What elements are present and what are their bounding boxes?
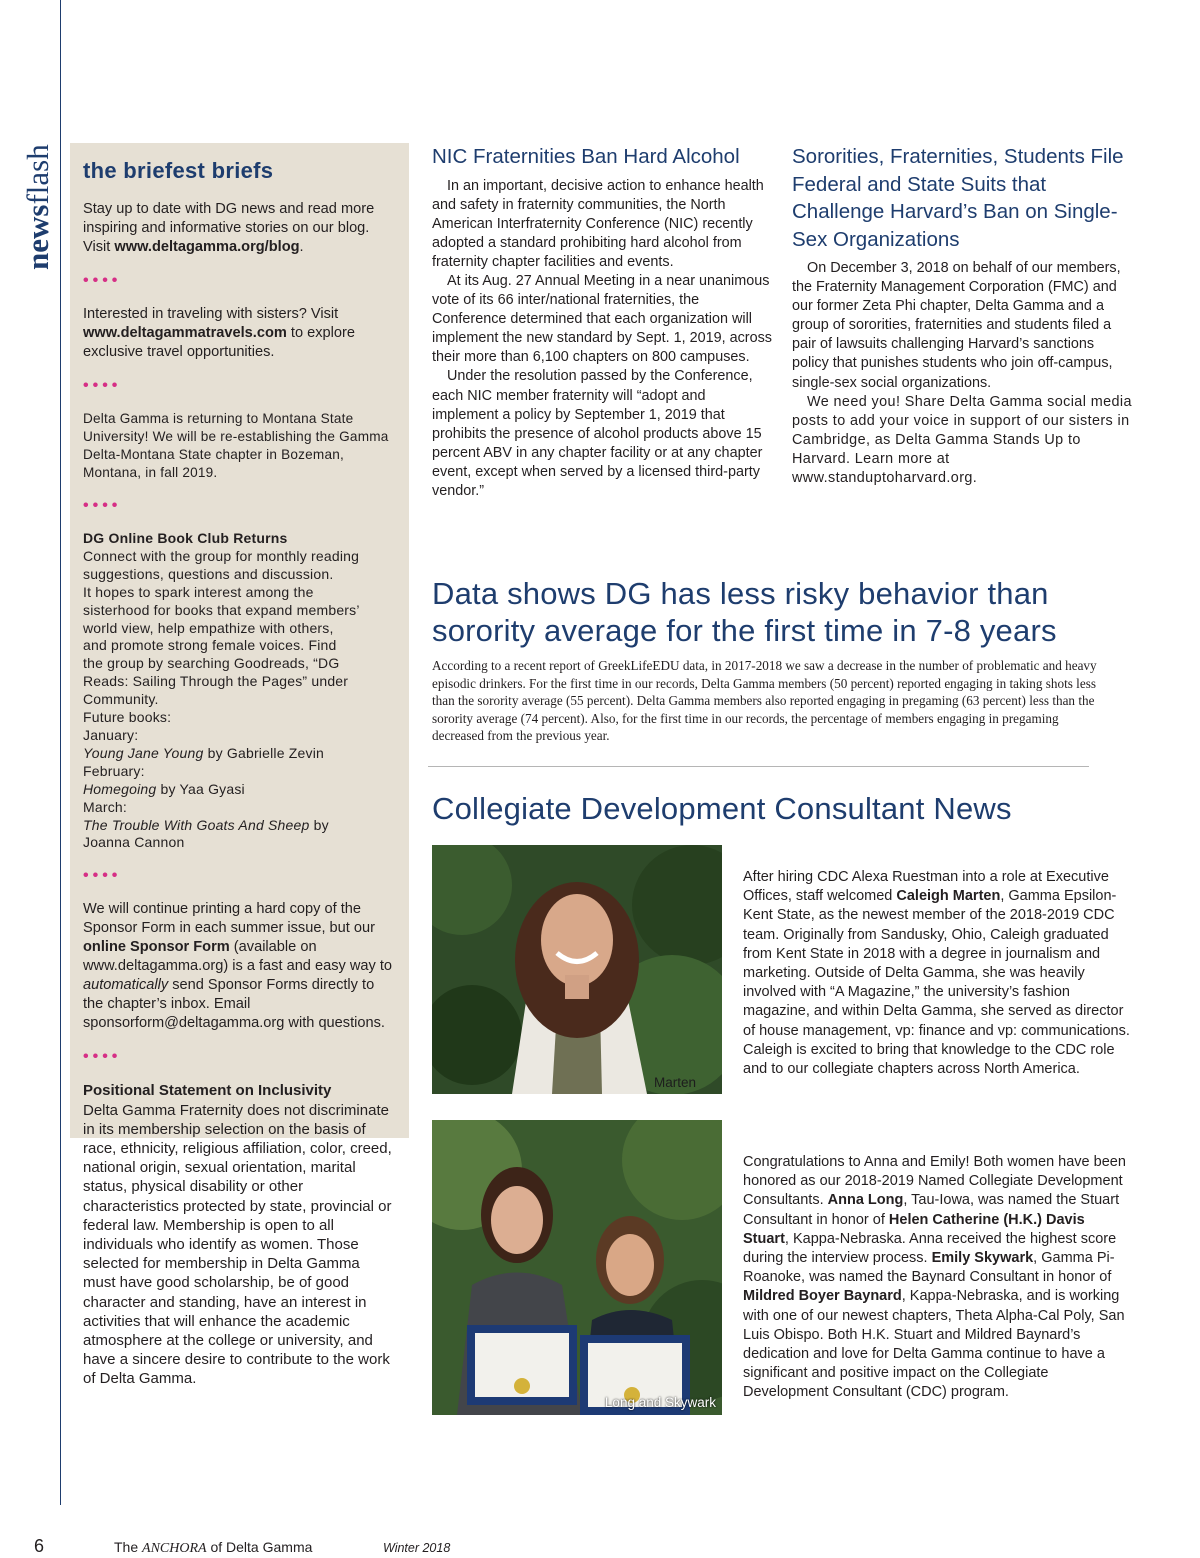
blog-brief: Stay up to date with DG news and read more inspiring and informative stories on our blog. Visit www.deltagamma.org/blog. — [83, 201, 375, 255]
marten-photo — [432, 845, 722, 1094]
separator-dots: •••• — [83, 867, 122, 885]
publication-name: The ANCHORA of Delta Gamma — [114, 1539, 313, 1556]
inclusivity-text: Delta Gamma Fraternity does not discriminate in its membership selection on the basis of race, ethnicity, religious affiliation, color, creed, national origin, sexual orientation, marital status, physical disability or other characteristics protected by state, provincial or federal law. Membership is open to all individuals who identify as women. Those selected for membership in Delta Gamma must have good scholarship, be of good character and standing, have an interest in activities that will enhance the academic atmosphere at the college or university, and have a sincere desire to contribute to the work of Delta Gamma. — [83, 1101, 392, 1388]
separator-dots: •••• — [83, 497, 122, 514]
travel-link[interactable]: www.deltagammatravels.com — [83, 325, 287, 341]
inclusivity-brief — [83, 1081, 395, 1388]
nic-body — [432, 177, 772, 502]
book-club-line: and promote strong female voices. Find — [83, 637, 337, 654]
travel-brief: Interested in traveling with sisters? Visit www.deltagammatravels.com to explore exclusive travel opportunities. — [83, 306, 356, 360]
briefs-sidebar — [70, 143, 409, 1388]
nic-article — [432, 143, 772, 501]
month-label: February: — [83, 762, 145, 779]
book-club-heading: DG Online Book Club Returns — [83, 530, 288, 546]
marten-portrait-image — [432, 845, 722, 1094]
book-club-line: world view, help empathize with others, — [83, 619, 334, 636]
future-books-label: Future books: — [83, 709, 172, 726]
section-divider — [428, 766, 1089, 767]
book-entry: The Trouble With Goats And Sheep by — [83, 816, 329, 833]
separator-dots: •••• — [83, 272, 122, 289]
book-club-line: Connect with the group for monthly reading — [83, 547, 360, 564]
separator-dots: •••• — [83, 1048, 122, 1066]
nic-title: NIC Fraternities Ban Hard Alcohol — [432, 145, 740, 168]
book-club-line: sisterhood for books that expand members’ — [83, 601, 360, 618]
harvard-title: Sororities, Fraternities, Students File Federal and State Suits that Challenge Harvard’s Ban on Single-Sex Organizations — [792, 145, 1124, 251]
cdc-paragraph-marten: After hiring CDC Alexa Ruestman into a role at Executive Offices, staff welcomed Caleigh Marten, Gamma Epsilon-Kent State, as the newest member of the 2018-2019 CDC team. Originally from Sandusky, Ohio, Caleigh graduated from Kent State in 2018 with a degree in journalism and marketing. Outside of Delta Gamma, she was heavily involved with “A Magazine,” the university’s fashion magazine, and within Delta Gamma, she served as director of house management, vp: finance and vp: communications. Caleigh is excited to bring that knowledge to the CDC role and to our collegiate chapters across North America. — [743, 869, 1130, 1078]
book-club-line: the group by searching Goodreads, “DG — [83, 655, 340, 672]
nic-paragraph: In an important, decisive action to enhance health and safety in fraternity communities, the North American Interfraternity Conference (NIC) recently adopted a standard prohibiting hard alcohol from fraternity chapter facilities and events. — [432, 177, 764, 270]
issue-date: Winter 2018 — [383, 1541, 451, 1555]
month-label: January: — [83, 726, 139, 743]
book-club-brief — [83, 530, 395, 852]
long-skywark-image — [432, 1120, 722, 1415]
blog-link[interactable]: www.deltagamma.org/blog — [114, 239, 300, 255]
book-entry: Young Jane Young by Gabrielle Zevin — [83, 744, 325, 761]
book-club-line: Community. — [83, 691, 159, 708]
data-article — [432, 575, 1112, 745]
montana-brief: Delta Gamma is returning to Montana State University! We will be re-establishing the Gamma Delta-Montana State chapter in Bozeman, Montana, in fall 2019. — [83, 411, 389, 480]
nic-paragraph: Under the resolution passed by the Conference, each NIC member fraternity will “adopt and implement a policy by September 1, 2019 that prohibits the presence of alcohol products above 15 percent ABV in any chapter facility or at any chapter event, except when served by a licensed third-party vendor.” — [432, 368, 763, 499]
section-label: newsflash — [20, 144, 55, 270]
nic-paragraph: At its Aug. 27 Annual Meeting in a near unanimous vote of its 66 inter/national fraternities, the Conference determined that each organization will implement the new standard by Sept. 1, 2019, across their more than 6,100 chapters on 800 campuses. — [432, 272, 772, 366]
cdc-title: Collegiate Development Consultant News — [432, 791, 1012, 826]
harvard-body — [792, 259, 1132, 488]
book-club-line: Reads: Sailing Through the Pages” under — [83, 673, 349, 690]
harvard-paragraph: We need you! Share Delta Gamma social media posts to add your voice in support of our sisters in Cambridge, as Delta Gamma Stands Up to Harvard. Learn more at www.standuptoharvard.org. — [792, 393, 1132, 487]
book-entry: Homegoing by Yaa Gyasi — [83, 780, 245, 797]
harvard-article — [792, 143, 1132, 488]
book-club-line: It hopes to spark interest among the — [83, 583, 314, 600]
harvard-paragraph: On December 3, 2018 on behalf of our members, the Fraternity Management Corporation (FMC) and our former Zeta Phi chapter, Delta Gamma and a group of sororities, fraternities and students filed a pair of lawsuits challenging Harvard’s sanctions policy that punishes students who join off-campus, single-sex social organizations. — [792, 260, 1121, 391]
sponsor-form-brief: We will continue printing a hard copy of the Sponsor Form in each summer issue, but our online Sponsor Form (available on www.deltagamma.org) is a fast and easy way to automatically send Sponsor Forms directly to the chapter’s inbox. Email sponsorform@deltagamma.org with questions. — [83, 901, 393, 1032]
long-skywark-caption: Long and Skywark — [604, 1395, 716, 1410]
long-skywark-photo — [432, 1120, 722, 1415]
month-label: March: — [83, 798, 127, 815]
page-margin-rule — [60, 0, 61, 1505]
page-number: 6 — [34, 1536, 45, 1556]
inclusivity-heading: Positional Statement on Inclusivity — [83, 1082, 332, 1100]
sidebar-title: the briefest briefs — [83, 158, 274, 183]
data-article-title: Data shows DG has less risky behavior than sorority average for the first time in 7-8 years — [432, 576, 1057, 648]
book-club-line: suggestions, questions and discussion. — [83, 565, 334, 582]
separator-dots: •••• — [83, 377, 122, 394]
data-article-text: According to a recent report of GreekLifeEDU data, in 2017-2018 we saw a decrease in the number of problematic and heavy episodic drinkers. For the first time in our records, Delta Gamma members (50 percent) reported engaging in taking shots less than the sorority average (55 percent). Delta Gamma members also reported engaging in pregaming (63 percent) less than the sorority average (74 percent). Also, for the first time in our records, the percentage of members engaging in pregaming decreased from the previous year. — [432, 658, 1097, 744]
marten-caption: Marten — [653, 1075, 696, 1090]
cdc-paragraph-named: Congratulations to Anna and Emily! Both women have been honored as our 2018-2019 Named Collegiate Development Consultants. Anna Long, Tau-Iowa, was named the Stuart Consultant in honor of Helen Catherine (H.K.) Davis Stuart, Kappa-Nebraska. Anna received the highest score during the interview process. Emily Skywark, Gamma Pi-Roanoke, was named the Baynard Consultant in honor of Mildred Boyer Baynard, Kappa-Nebraska, and is working with one of our newest chapters, Theta Alpha-Cal Poly, San Luis Obispo. Both H.K. Stuart and Mildred Baynard’s dedication and love for Delta Gamma continue to have a significant and positive impact on the Collegiate Development Consultant (CDC) program. — [743, 1154, 1126, 1401]
book-entry-author: Joanna Cannon — [83, 834, 185, 851]
